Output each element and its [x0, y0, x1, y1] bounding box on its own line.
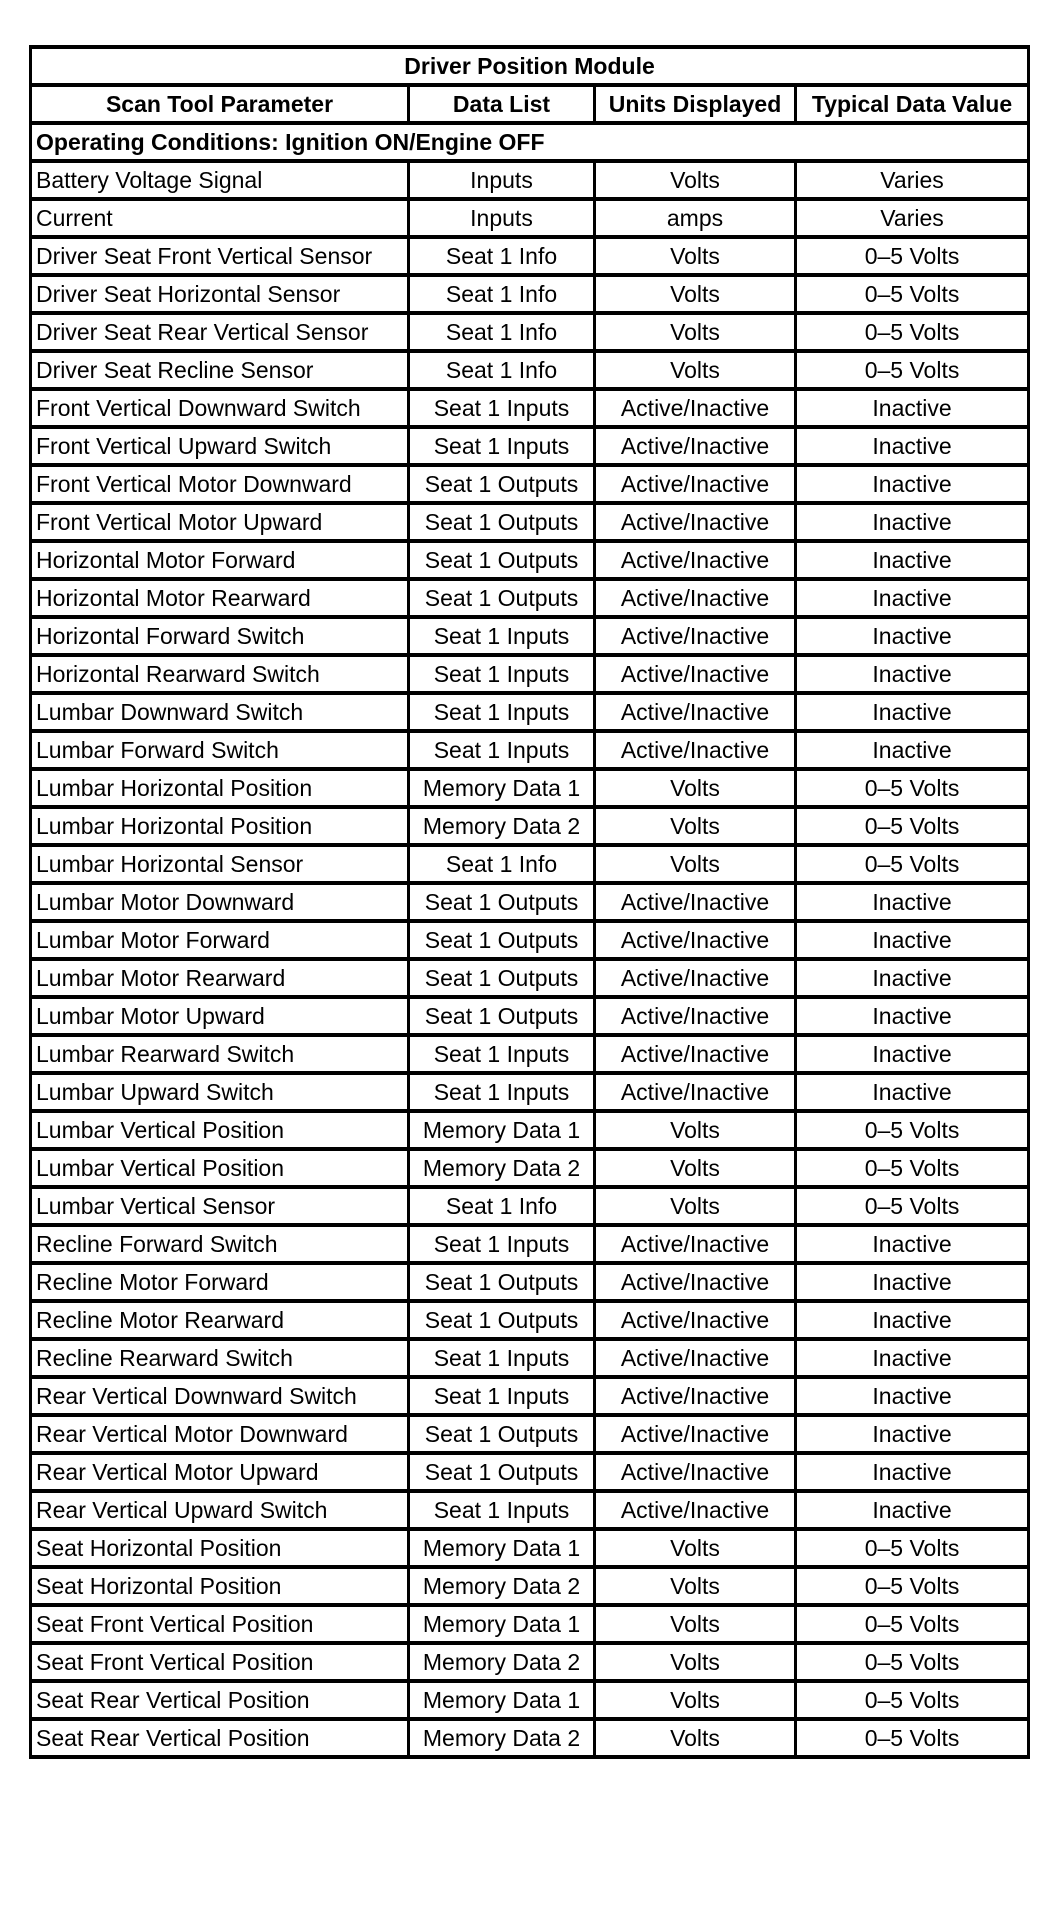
- units-cell: Active/Inactive: [595, 1377, 796, 1415]
- parameter-cell: Seat Horizontal Position: [31, 1529, 409, 1567]
- typical-value-cell: Inactive: [796, 1453, 1029, 1491]
- units-cell: Volts: [595, 313, 796, 351]
- typical-value-cell: Inactive: [796, 465, 1029, 503]
- units-cell: Volts: [595, 1111, 796, 1149]
- table-row: [31, 655, 1029, 693]
- units-cell: Active/Inactive: [595, 503, 796, 541]
- column-header-row: [31, 85, 1029, 123]
- typical-value-cell: Inactive: [796, 997, 1029, 1035]
- units-cell: Volts: [595, 845, 796, 883]
- data-list-cell: Inputs: [409, 161, 595, 199]
- parameter-cell: Lumbar Vertical Position: [31, 1149, 409, 1187]
- typical-value-cell: Inactive: [796, 1035, 1029, 1073]
- typical-value-cell: Inactive: [796, 1225, 1029, 1263]
- table-row: [31, 1453, 1029, 1491]
- typical-value-cell: Inactive: [796, 693, 1029, 731]
- table-title: Driver Position Module: [31, 47, 1029, 85]
- typical-value-cell: Inactive: [796, 1073, 1029, 1111]
- parameter-cell: Rear Vertical Downward Switch: [31, 1377, 409, 1415]
- units-cell: Volts: [595, 161, 796, 199]
- data-list-cell: Seat 1 Outputs: [409, 1263, 595, 1301]
- typical-value-cell: 0–5 Volts: [796, 1529, 1029, 1567]
- typical-value-cell: 0–5 Volts: [796, 1605, 1029, 1643]
- table-row: [31, 1111, 1029, 1149]
- table-row: [31, 1035, 1029, 1073]
- parameter-cell: Horizontal Motor Rearward: [31, 579, 409, 617]
- parameter-cell: Rear Vertical Motor Downward: [31, 1415, 409, 1453]
- table-row: [31, 1529, 1029, 1567]
- parameter-cell: Horizontal Forward Switch: [31, 617, 409, 655]
- parameter-cell: Front Vertical Motor Upward: [31, 503, 409, 541]
- parameter-cell: Front Vertical Upward Switch: [31, 427, 409, 465]
- parameter-cell: Horizontal Rearward Switch: [31, 655, 409, 693]
- units-cell: Volts: [595, 1681, 796, 1719]
- typical-value-cell: 0–5 Volts: [796, 1643, 1029, 1681]
- data-list-cell: Seat 1 Info: [409, 1187, 595, 1225]
- data-list-cell: Seat 1 Outputs: [409, 503, 595, 541]
- data-list-cell: Seat 1 Info: [409, 237, 595, 275]
- data-list-cell: Seat 1 Outputs: [409, 997, 595, 1035]
- parameter-cell: Recline Rearward Switch: [31, 1339, 409, 1377]
- table-row: [31, 959, 1029, 997]
- typical-value-cell: Inactive: [796, 883, 1029, 921]
- typical-value-cell: 0–5 Volts: [796, 1111, 1029, 1149]
- parameter-cell: Seat Front Vertical Position: [31, 1643, 409, 1681]
- data-list-cell: Memory Data 2: [409, 807, 595, 845]
- parameter-cell: Lumbar Horizontal Sensor: [31, 845, 409, 883]
- typical-value-cell: Inactive: [796, 1491, 1029, 1529]
- typical-value-cell: Varies: [796, 199, 1029, 237]
- parameter-cell: Seat Rear Vertical Position: [31, 1681, 409, 1719]
- table-row: [31, 1187, 1029, 1225]
- parameter-cell: Lumbar Horizontal Position: [31, 769, 409, 807]
- data-list-cell: Seat 1 Inputs: [409, 731, 595, 769]
- parameter-cell: Lumbar Upward Switch: [31, 1073, 409, 1111]
- parameter-cell: Driver Seat Horizontal Sensor: [31, 275, 409, 313]
- typical-value-cell: 0–5 Volts: [796, 807, 1029, 845]
- table-row: [31, 465, 1029, 503]
- typical-value-cell: 0–5 Volts: [796, 769, 1029, 807]
- typical-value-cell: Inactive: [796, 1377, 1029, 1415]
- units-cell: Active/Inactive: [595, 1263, 796, 1301]
- typical-value-cell: Varies: [796, 161, 1029, 199]
- table-row: [31, 997, 1029, 1035]
- typical-value-cell: 0–5 Volts: [796, 845, 1029, 883]
- data-list-cell: Seat 1 Outputs: [409, 1453, 595, 1491]
- data-list-cell: Seat 1 Info: [409, 351, 595, 389]
- units-cell: Active/Inactive: [595, 465, 796, 503]
- typical-value-cell: 0–5 Volts: [796, 313, 1029, 351]
- parameter-cell: Current: [31, 199, 409, 237]
- data-list-cell: Memory Data 1: [409, 1529, 595, 1567]
- data-list-cell: Seat 1 Inputs: [409, 1377, 595, 1415]
- data-list-cell: Seat 1 Outputs: [409, 541, 595, 579]
- table-row: [31, 389, 1029, 427]
- units-cell: Active/Inactive: [595, 1339, 796, 1377]
- table-row: [31, 275, 1029, 313]
- units-cell: Active/Inactive: [595, 1035, 796, 1073]
- table-row: [31, 731, 1029, 769]
- table-row: [31, 693, 1029, 731]
- data-list-cell: Memory Data 1: [409, 1111, 595, 1149]
- data-list-cell: Seat 1 Info: [409, 845, 595, 883]
- typical-value-cell: Inactive: [796, 503, 1029, 541]
- units-cell: Active/Inactive: [595, 1491, 796, 1529]
- table-row: [31, 1225, 1029, 1263]
- typical-value-cell: 0–5 Volts: [796, 1187, 1029, 1225]
- data-list-cell: Seat 1 Outputs: [409, 1301, 595, 1339]
- typical-value-cell: Inactive: [796, 1415, 1029, 1453]
- parameter-cell: Driver Seat Recline Sensor: [31, 351, 409, 389]
- units-cell: Active/Inactive: [595, 921, 796, 959]
- typical-value-cell: Inactive: [796, 617, 1029, 655]
- table-row: [31, 1491, 1029, 1529]
- typical-value-cell: 0–5 Volts: [796, 1567, 1029, 1605]
- parameter-cell: Front Vertical Downward Switch: [31, 389, 409, 427]
- table-row: [31, 1301, 1029, 1339]
- data-list-cell: Seat 1 Outputs: [409, 579, 595, 617]
- typical-value-cell: Inactive: [796, 1301, 1029, 1339]
- parameter-cell: Recline Motor Forward: [31, 1263, 409, 1301]
- parameter-cell: Lumbar Forward Switch: [31, 731, 409, 769]
- table-row: [31, 313, 1029, 351]
- data-list-cell: Seat 1 Inputs: [409, 1491, 595, 1529]
- units-cell: Volts: [595, 807, 796, 845]
- table-row: [31, 427, 1029, 465]
- table-row: [31, 883, 1029, 921]
- parameter-cell: Lumbar Motor Rearward: [31, 959, 409, 997]
- typical-value-cell: 0–5 Volts: [796, 1681, 1029, 1719]
- units-cell: Volts: [595, 1529, 796, 1567]
- column-header-parameter: Scan Tool Parameter: [31, 85, 409, 123]
- data-list-cell: Seat 1 Inputs: [409, 1225, 595, 1263]
- table-row: [31, 1377, 1029, 1415]
- table-row: [31, 617, 1029, 655]
- parameter-cell: Seat Rear Vertical Position: [31, 1719, 409, 1757]
- units-cell: Active/Inactive: [595, 427, 796, 465]
- data-list-cell: Seat 1 Inputs: [409, 693, 595, 731]
- parameter-cell: Driver Seat Rear Vertical Sensor: [31, 313, 409, 351]
- data-list-cell: Seat 1 Outputs: [409, 959, 595, 997]
- data-list-cell: Seat 1 Info: [409, 313, 595, 351]
- data-list-cell: Memory Data 1: [409, 1605, 595, 1643]
- table-row: [31, 1415, 1029, 1453]
- typical-value-cell: Inactive: [796, 427, 1029, 465]
- table-row: [31, 541, 1029, 579]
- units-cell: Active/Inactive: [595, 1415, 796, 1453]
- data-list-cell: Seat 1 Inputs: [409, 655, 595, 693]
- units-cell: Volts: [595, 769, 796, 807]
- typical-value-cell: Inactive: [796, 731, 1029, 769]
- typical-value-cell: Inactive: [796, 389, 1029, 427]
- units-cell: Active/Inactive: [595, 389, 796, 427]
- driver-position-module-table: [29, 45, 1030, 1759]
- table-row: [31, 807, 1029, 845]
- table-row: [31, 1339, 1029, 1377]
- units-cell: Volts: [595, 1719, 796, 1757]
- units-cell: amps: [595, 199, 796, 237]
- units-cell: Active/Inactive: [595, 617, 796, 655]
- data-list-cell: Seat 1 Outputs: [409, 921, 595, 959]
- parameter-cell: Lumbar Rearward Switch: [31, 1035, 409, 1073]
- column-header-typical-value: Typical Data Value: [796, 85, 1029, 123]
- table-row: [31, 1605, 1029, 1643]
- table-row: [31, 237, 1029, 275]
- parameter-cell: Lumbar Motor Forward: [31, 921, 409, 959]
- data-list-cell: Seat 1 Inputs: [409, 1073, 595, 1111]
- column-header-data-list: Data List: [409, 85, 595, 123]
- data-list-cell: Seat 1 Inputs: [409, 617, 595, 655]
- table-row: [31, 1263, 1029, 1301]
- column-header-units: Units Displayed: [595, 85, 796, 123]
- parameter-cell: Rear Vertical Upward Switch: [31, 1491, 409, 1529]
- parameter-cell: Seat Front Vertical Position: [31, 1605, 409, 1643]
- units-cell: Volts: [595, 1149, 796, 1187]
- typical-value-cell: 0–5 Volts: [796, 1149, 1029, 1187]
- typical-value-cell: 0–5 Volts: [796, 237, 1029, 275]
- parameter-cell: Lumbar Motor Upward: [31, 997, 409, 1035]
- parameter-cell: Lumbar Vertical Position: [31, 1111, 409, 1149]
- typical-value-cell: Inactive: [796, 1263, 1029, 1301]
- data-list-cell: Memory Data 2: [409, 1567, 595, 1605]
- typical-value-cell: Inactive: [796, 579, 1029, 617]
- parameter-cell: Front Vertical Motor Downward: [31, 465, 409, 503]
- units-cell: Volts: [595, 1567, 796, 1605]
- data-list-cell: Inputs: [409, 199, 595, 237]
- parameter-cell: Lumbar Horizontal Position: [31, 807, 409, 845]
- table-row: [31, 161, 1029, 199]
- table-row: [31, 1719, 1029, 1757]
- data-list-cell: Seat 1 Outputs: [409, 883, 595, 921]
- typical-value-cell: 0–5 Volts: [796, 275, 1029, 313]
- operating-conditions-row: [31, 123, 1029, 161]
- data-list-cell: Seat 1 Outputs: [409, 1415, 595, 1453]
- units-cell: Active/Inactive: [595, 541, 796, 579]
- data-list-cell: Seat 1 Info: [409, 275, 595, 313]
- parameter-cell: Recline Motor Rearward: [31, 1301, 409, 1339]
- typical-value-cell: 0–5 Volts: [796, 1719, 1029, 1757]
- table-row: [31, 503, 1029, 541]
- units-cell: Volts: [595, 237, 796, 275]
- units-cell: Active/Inactive: [595, 693, 796, 731]
- typical-value-cell: Inactive: [796, 655, 1029, 693]
- parameter-cell: Recline Forward Switch: [31, 1225, 409, 1263]
- parameter-cell: Lumbar Vertical Sensor: [31, 1187, 409, 1225]
- table-row: [31, 1681, 1029, 1719]
- units-cell: Active/Inactive: [595, 883, 796, 921]
- data-list-cell: Seat 1 Inputs: [409, 389, 595, 427]
- units-cell: Active/Inactive: [595, 997, 796, 1035]
- units-cell: Active/Inactive: [595, 731, 796, 769]
- units-cell: Volts: [595, 1643, 796, 1681]
- units-cell: Volts: [595, 1187, 796, 1225]
- typical-value-cell: Inactive: [796, 541, 1029, 579]
- data-list-cell: Seat 1 Inputs: [409, 1035, 595, 1073]
- units-cell: Active/Inactive: [595, 1073, 796, 1111]
- parameter-cell: Rear Vertical Motor Upward: [31, 1453, 409, 1491]
- data-list-cell: Memory Data 2: [409, 1643, 595, 1681]
- data-list-cell: Memory Data 2: [409, 1719, 595, 1757]
- typical-value-cell: 0–5 Volts: [796, 351, 1029, 389]
- units-cell: Volts: [595, 351, 796, 389]
- units-cell: Active/Inactive: [595, 579, 796, 617]
- data-list-cell: Memory Data 2: [409, 1149, 595, 1187]
- table-row: [31, 845, 1029, 883]
- data-list-cell: Seat 1 Inputs: [409, 427, 595, 465]
- units-cell: Active/Inactive: [595, 1225, 796, 1263]
- table-row: [31, 769, 1029, 807]
- units-cell: Active/Inactive: [595, 655, 796, 693]
- table-row: [31, 1643, 1029, 1681]
- parameter-cell: Battery Voltage Signal: [31, 161, 409, 199]
- table-row: [31, 351, 1029, 389]
- data-list-cell: Memory Data 1: [409, 1681, 595, 1719]
- units-cell: Active/Inactive: [595, 1453, 796, 1491]
- data-list-cell: Memory Data 1: [409, 769, 595, 807]
- units-cell: Volts: [595, 275, 796, 313]
- table-row: [31, 1149, 1029, 1187]
- table-row: [31, 921, 1029, 959]
- table-row: [31, 579, 1029, 617]
- data-list-cell: Seat 1 Inputs: [409, 1339, 595, 1377]
- parameter-cell: Driver Seat Front Vertical Sensor: [31, 237, 409, 275]
- parameter-cell: Lumbar Downward Switch: [31, 693, 409, 731]
- typical-value-cell: Inactive: [796, 959, 1029, 997]
- table-title-row: [31, 47, 1029, 85]
- data-list-cell: Seat 1 Outputs: [409, 465, 595, 503]
- typical-value-cell: Inactive: [796, 1339, 1029, 1377]
- table-row: [31, 199, 1029, 237]
- parameter-cell: Horizontal Motor Forward: [31, 541, 409, 579]
- operating-conditions: Operating Conditions: Ignition ON/Engine OFF: [31, 123, 1029, 161]
- parameter-cell: Seat Horizontal Position: [31, 1567, 409, 1605]
- typical-value-cell: Inactive: [796, 921, 1029, 959]
- parameter-cell: Lumbar Motor Downward: [31, 883, 409, 921]
- table-row: [31, 1567, 1029, 1605]
- units-cell: Active/Inactive: [595, 1301, 796, 1339]
- units-cell: Active/Inactive: [595, 959, 796, 997]
- table-row: [31, 1073, 1029, 1111]
- units-cell: Volts: [595, 1605, 796, 1643]
